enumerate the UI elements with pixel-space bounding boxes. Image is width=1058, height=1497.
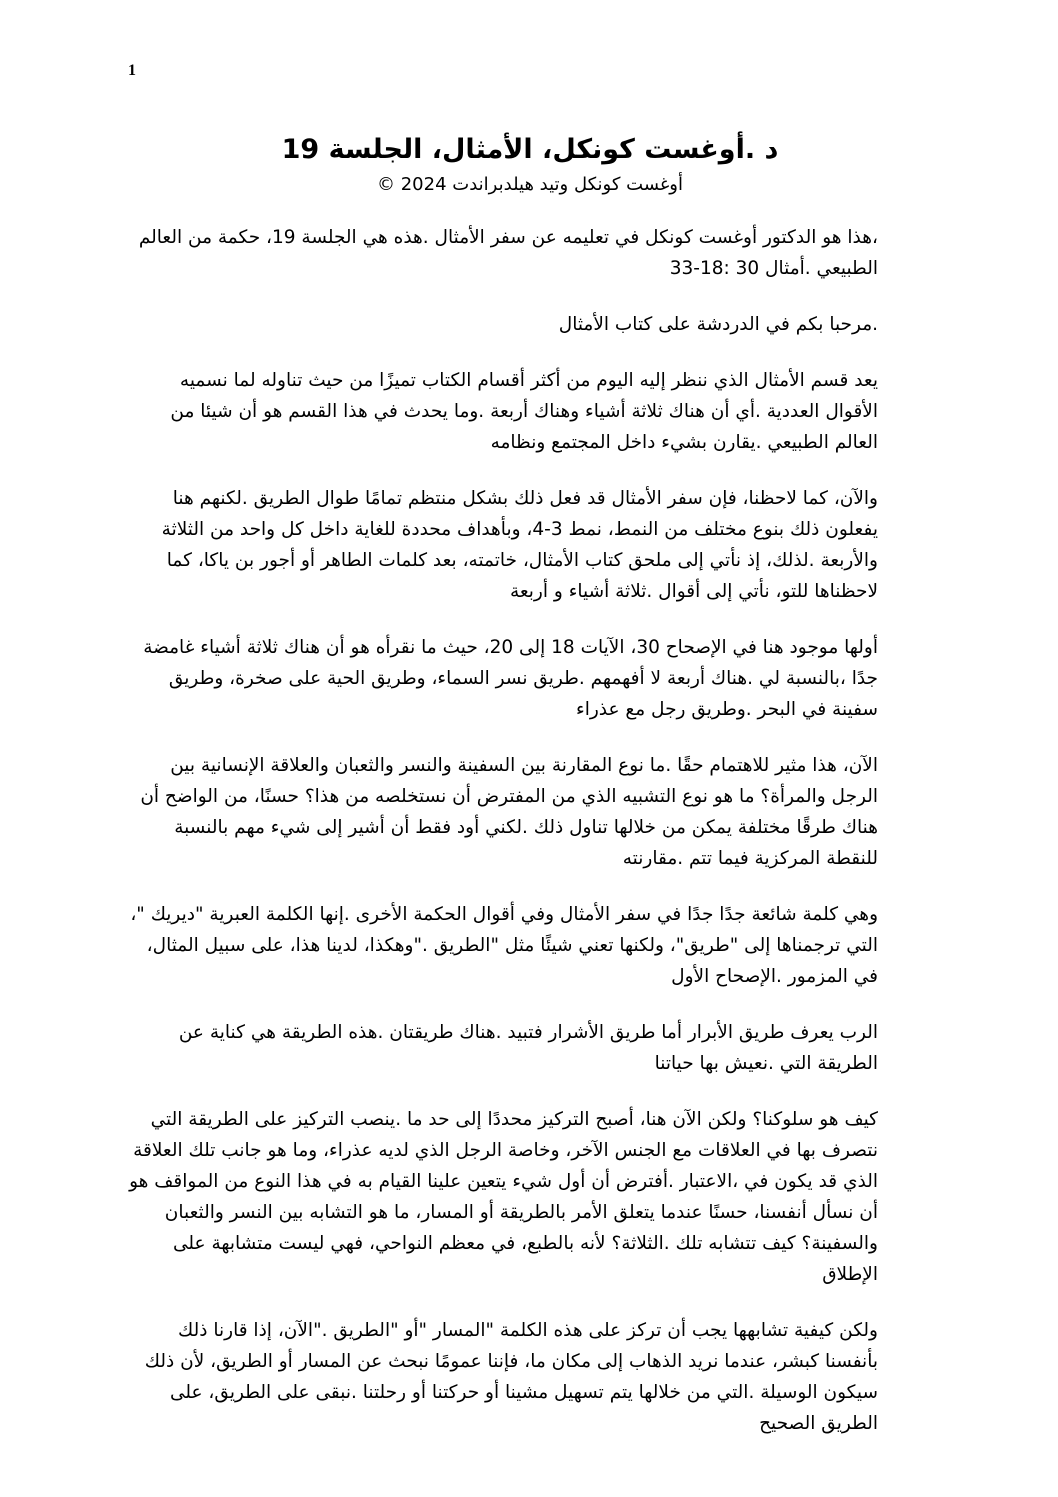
paragraph: ولكن كيفية تشابهها يجب أن تركز على هذه الكلمة "المسار "أو "الطريق ."الآن، إذا قارنا ذلك بأنفسنا كبشر، عندما نريد الذهاب إلى مكان ما، فإننا عمومًا نبحث عن المسار أو الطريق، لأن ذلك سيكون الوسيلة .التي من خلالها يتم تسهيل مشينا أو حركتنا أو رحلتنا .نبقى على الطريق، على الطريق الصحيح xyxy=(144,1320,878,1434)
copyright-line: أوغست كونكل وتيد هيلدبراندت 2024 © xyxy=(377,174,683,195)
page-number: 1 xyxy=(128,62,136,79)
paragraph: كيف هو سلوكنا؟ ولكن الآن هنا، أصبح التركيز محددًا إلى حد ما .ينصب التركيز على الطريقة التي نتصرف بها في العلاقات مع الجنس الآخر، وخاصة الرجل الذي لديه عذراء، وما هو جانب تلك العلاقة الذي قد يكون في ،الاعتبار .أفترض أن أول شيء يتعين علينا القيام به في هذا النوع من المواقف هو أن نسأل أنفسنا، حسنًا عندما يتعلق الأمر بالطريقة أو المسار، ما هو التشابه بين النسر والثعبان والسفينة؟ كيف تتشابه تلك .الثلاثة؟ لأنه بالطبع، في معظم النواحي، فهي ليست متشابهة على الإطلاق xyxy=(129,1109,878,1285)
paragraph: يعد قسم الأمثال الذي ننظر إليه اليوم من أكثر أقسام الكتاب تميزًا من حيث تناوله لما نسميه الأقوال العددية .أي أن هناك ثلاثة أشياء وهناك أربعة .وما يحدث في هذا القسم هو أن شيئا من العالم الطبيعي .يقارن بشيء داخل المجتمع ونظامه xyxy=(170,370,878,453)
paragraph-welcome: .مرحبا بكم في الدردشة على كتاب الأمثال xyxy=(558,314,878,335)
paragraph: الآن، هذا مثير للاهتمام حقًا .ما نوع المقارنة بين السفينة والنسر والثعبان والعلاقة الإنسانية بين الرجل والمرأة؟ ما هو نوع التشبيه الذي من المفترض أن نستخلصه من هذا؟ حسنًا، من الواضح أن هناك طرقًا مختلفة يمكن من خلالها تناول ذلك .لكني أود فقط أن أشير إلى شيء مهم بالنسبة للنقطة المركزية فيما تتم .مقارنته xyxy=(140,755,878,869)
document-title: د .أوغست كونكل، الأمثال، الجلسة 19 xyxy=(281,134,779,165)
document-header xyxy=(140,128,920,198)
paragraph: وهي كلمة شائعة جدًا جدًا في سفر الأمثال وفي أقوال الحكمة الأخرى .إنها الكلمة العبرية "ديريك "، التي ترجمناها إلى "طريق"، ولكنها تعني شيئًا مثل "الطريق ."وهكذا، لدينا هذا، على سبيل المثال، في المزمور .الإصحاح الأول xyxy=(130,904,878,987)
paragraph: أولها موجود هنا في الإصحاح 30، الآيات 18 إلى 20، حيث ما نقرأه هو أن هناك ثلاثة أشياء غامضة جدًا ،بالنسبة لي .هناك أربعة لا أفهمهم .طريق نسر السماء، وطريق الحية على صخرة، وطريق سفينة في البحر .وطريق رجل مع عذراء xyxy=(143,637,878,720)
paragraph: الرب يعرف طريق الأبرار أما طريق الأشرار فتبيد .هناك طريقتان .هذه الطريقة هي كناية عن الطريقة التي .نعيش بها حياتنا xyxy=(178,1022,878,1074)
paragraph: والآن، كما لاحظنا، فإن سفر الأمثال قد فعل ذلك بشكل منتظم تمامًا طوال الطريق .لكنهم هنا يفعلون ذلك بنوع مختلف من النمط، نمط 3-4، وبأهداف محددة للغاية داخل كل واحد من الثلاثة والأربعة .لذلك، إذ نأتي إلى ملحق كتاب الأمثال، خاتمته، بعد كلمات الطاهر أو أجور بن ياكا، كما لاحظناها للتو، نأتي إلى أقوال .ثلاثة أشياء و أربعة xyxy=(161,488,878,602)
document-body xyxy=(128,222,878,1464)
paragraph-intro: ،هذا هو الدكتور أوغست كونكل في تعليمه عن سفر الأمثال .هذه هي الجلسة 19، حكمة من العالم الطبيعي .أمثال 30 :18-33 xyxy=(138,227,878,279)
